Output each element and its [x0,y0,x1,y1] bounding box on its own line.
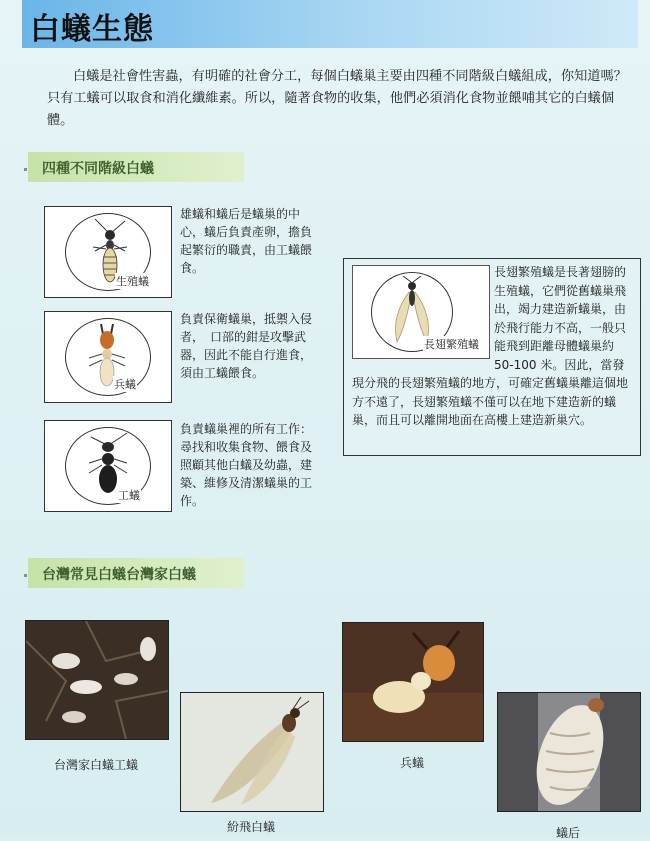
page-title: 白蟻生態 [30,12,154,47]
section-marker [24,168,27,171]
section-heading-castes-text: 四種不同階級白蟻 [42,161,154,177]
photo-winged-termite [180,692,324,812]
alate-description-text: 長翅繁殖蟻是長著翅膀的生殖蟻，它們從舊蟻巢飛出，竭力建造新蟻巢，由於飛行能力不高，一般只能飛到距離母體蟻巢約 50-100 米。因此，當發現分飛的長翅繁殖蟻的地方，可確定舊蟻巢離這個地方不遠了，長翅繁殖蟻不僅可以在地下建造新的蟻巢，而且可以離開地面在高樓上建造新巢穴。 [352,265,629,427]
soldier-description: 負責保衛蟻巢，抵禦入侵者， 口部的鉗是攻擊武器，因此不能自行進食， 須由工蟻餵食。 [180,312,319,380]
reproductive-tag: 生殖蟻 [116,275,149,288]
soldier-illustration [44,311,172,403]
photo-soldier-termite [342,622,484,742]
section-heading-castes [28,152,244,182]
title-banner [22,0,638,48]
section-heading-taiwan [28,558,244,588]
section-heading-taiwan-text: 台灣常見白蟻台灣家白蟻 [42,567,196,583]
alate-tag: 長翅繁殖蟻 [424,338,479,351]
caption-worker-termites: 台灣家白蟻工蟻 [53,758,138,772]
winged-termite-photo-icon [181,693,323,811]
caption-queen-termite: 蟻后 [555,826,580,840]
photo-queen-termite [497,692,641,812]
soldier-tag: 兵蟻 [114,378,136,391]
caption-winged-termite: 紛飛白蟻 [226,820,275,834]
worker-description: 負責蟻巢裡的所有工作：尋找和收集食物、餵食及照顧其他白蟻及幼蟲，建築、維修及清潔蟻巢的工作。 [180,422,313,508]
queen-termite-photo-icon [498,693,640,811]
reproductive-description: 雄蟻和蟻后是蟻巢的中心，蟻后負責產卵，擔負起繁衍的職責，由工蟻餵食。 [180,207,313,275]
alate-description [352,263,632,430]
worker-tag: 工蟻 [118,489,140,502]
caption-soldier-termite: 兵蟻 [399,756,424,770]
section-marker [24,574,27,577]
intro-paragraph: 白蟻是社會性害蟲，有明確的社會分工，每個白蟻巢主要由四種不同階級白蟻組成，你知道嗎？只有工蟻可以取食和消化纖維素。所以，隨著食物的收集，他們必須消化食物並餵哺其它的白蟻個體。 [47,69,627,128]
photo-worker-termites [25,620,169,740]
soldier-termite-photo-icon [343,623,483,741]
worker-termites-photo-icon [26,621,168,739]
alate-panel [343,258,641,456]
reproductive-illustration [44,206,172,298]
worker-illustration [44,420,172,512]
